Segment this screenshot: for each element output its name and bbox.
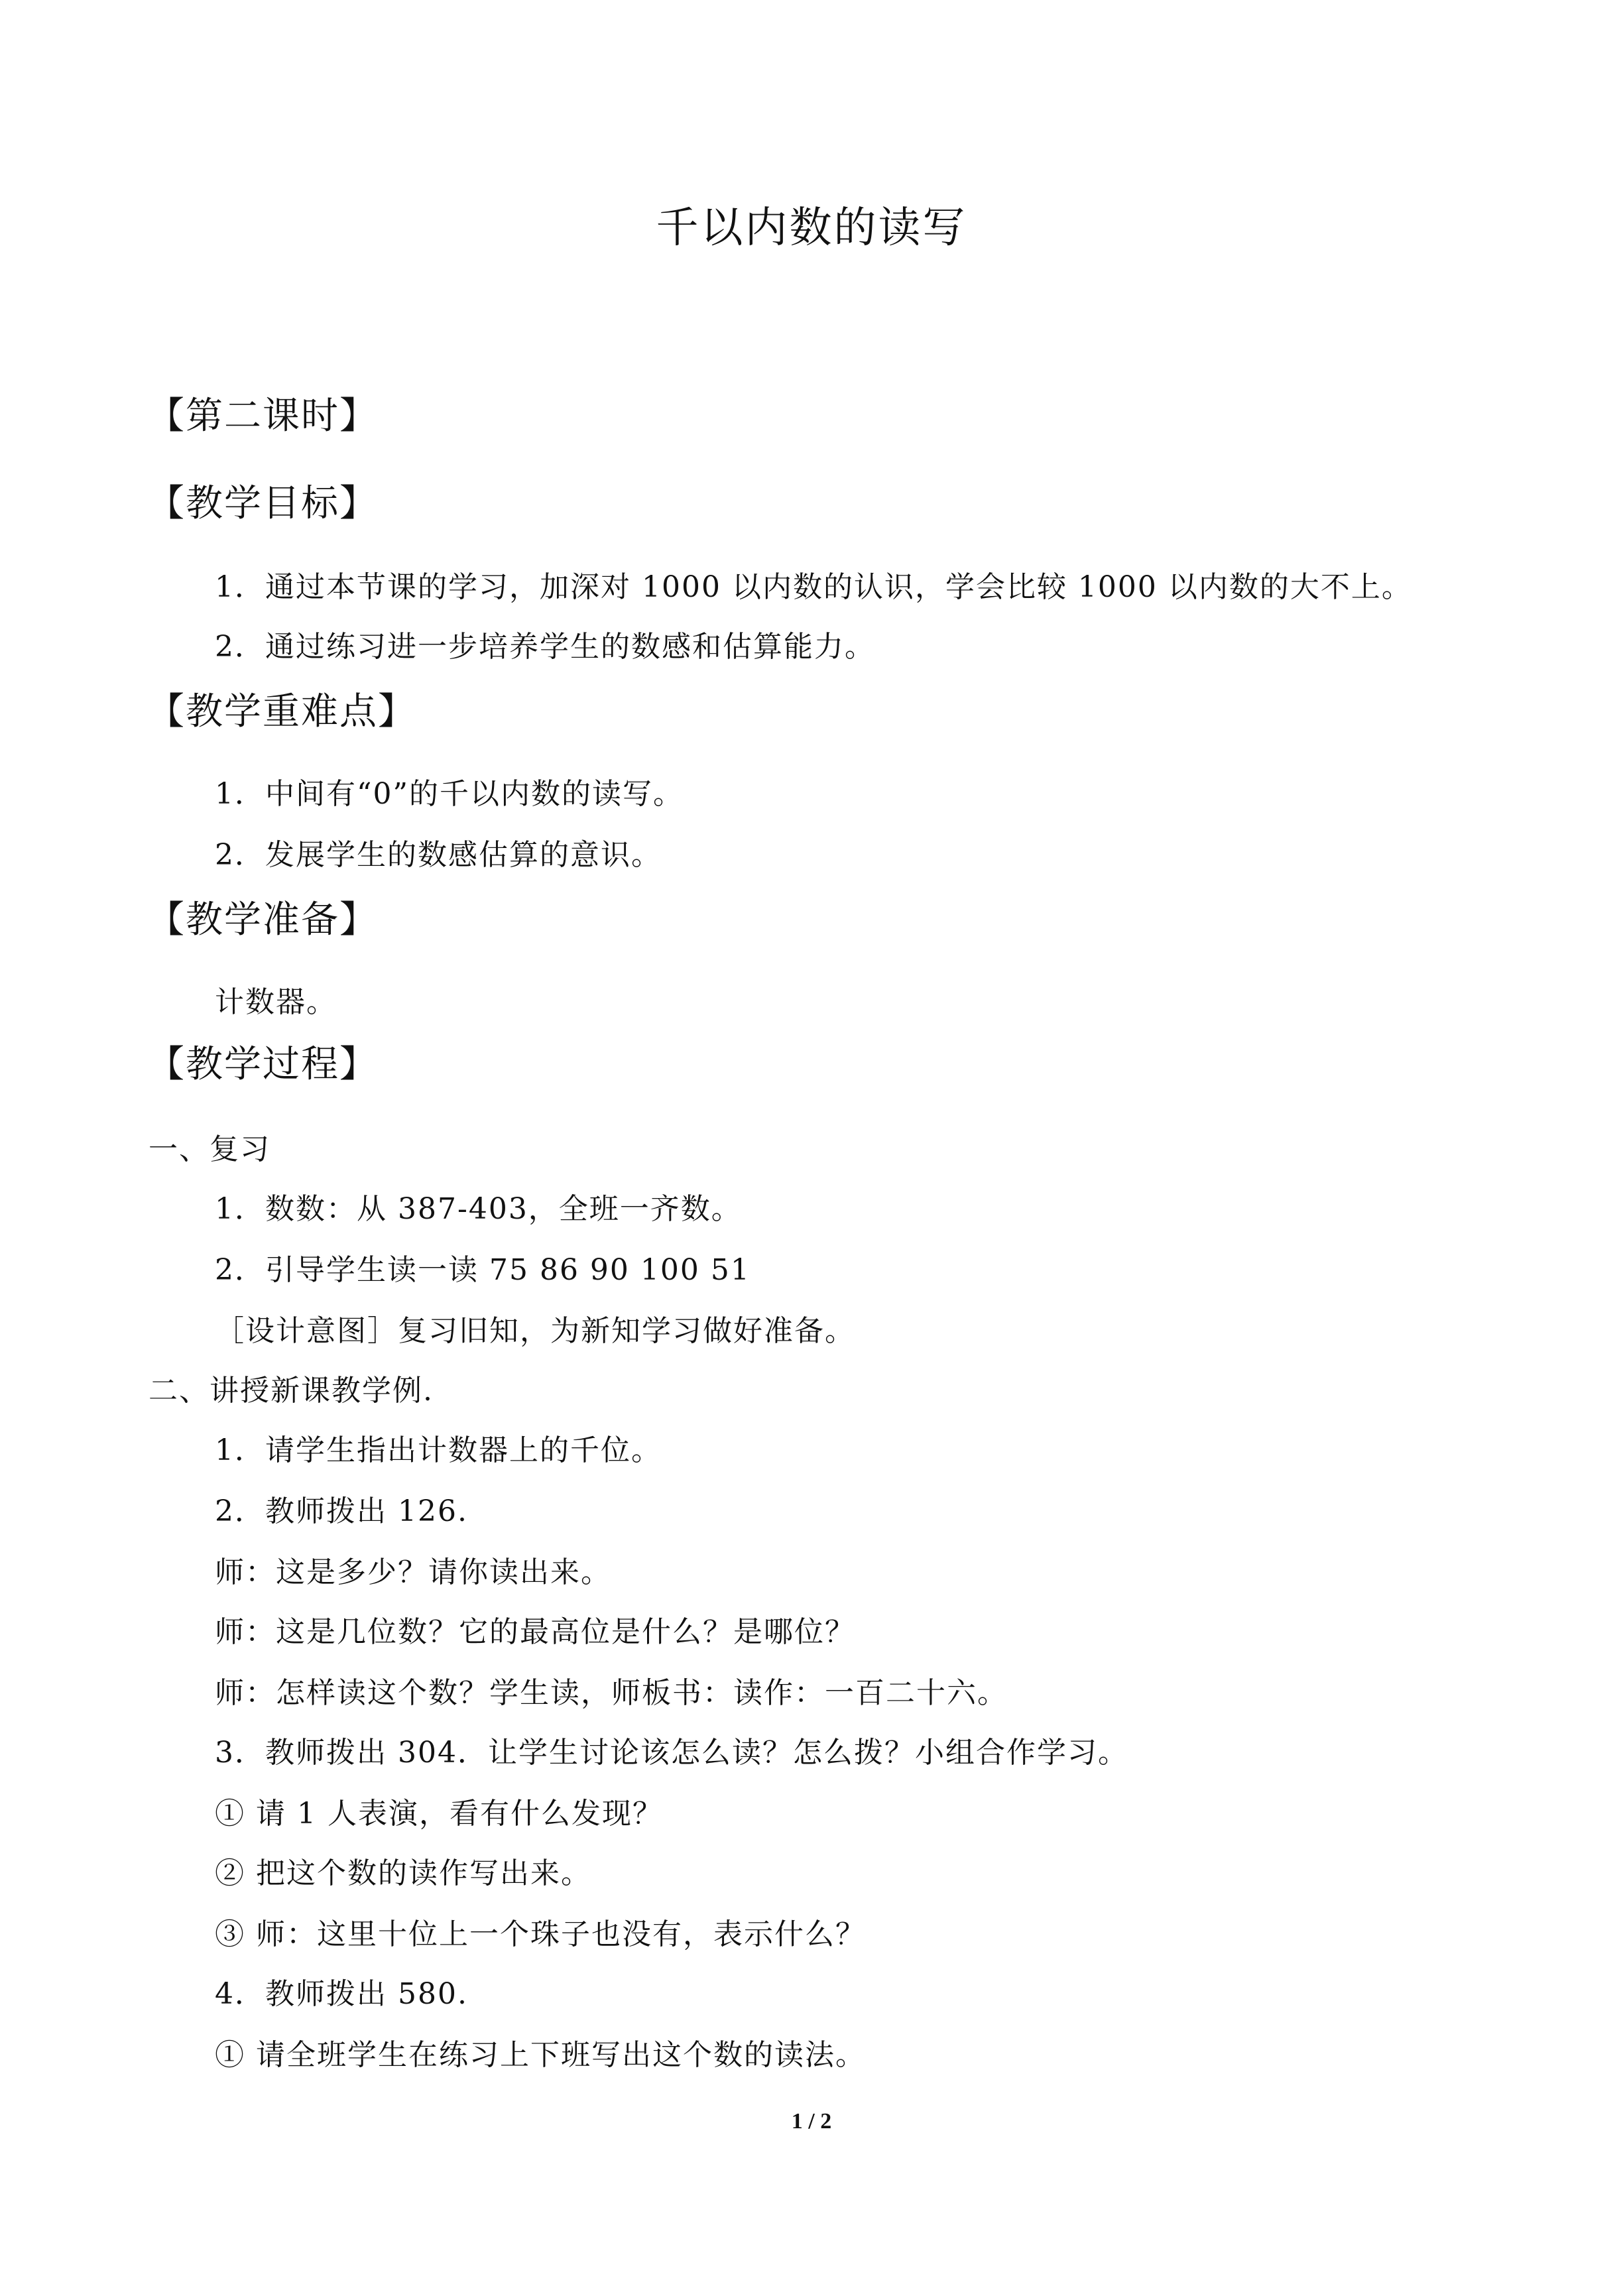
- part-heading: 一、复习: [149, 1132, 270, 1166]
- section-heading-process: 【教学过程】: [147, 1043, 378, 1086]
- process-item: 1．请学生指出计数器上的千位。: [215, 1433, 662, 1467]
- section-heading-keypoints: 【教学重难点】: [147, 690, 416, 733]
- process-item: 2．引导学生读一读 75 86 90 100 51: [215, 1253, 751, 1287]
- process-item: ③ 师：这里十位上一个珠子也没有，表示什么？: [215, 1917, 866, 1951]
- process-item: 4．教师拨出 580.: [215, 1977, 468, 2011]
- part-heading: 二、讲授新课教学例.: [149, 1374, 434, 1408]
- section-heading-objectives: 【教学目标】: [147, 482, 378, 525]
- objective-item: 1．通过本节课的学习，加深对 1000 以内数的认识，学会比较 1000 以内数的大不上。: [215, 570, 1412, 604]
- process-item: ② 把这个数的读作写出来。: [215, 1856, 591, 1890]
- keypoint-item: 1．中间有“0”的千以内数的读写。: [215, 777, 684, 811]
- process-item: 师：这是多少？请你读出来。: [215, 1555, 611, 1589]
- process-item: 师：这是几位数？它的最高位是什么？是哪位？: [215, 1615, 855, 1649]
- section-heading-preparation: 【教学准备】: [147, 898, 378, 941]
- process-item: 师：怎样读这个数？学生读，师板书：读作：一百二十六。: [215, 1676, 1008, 1710]
- process-item: ① 请全班学生在练习上下班写出这个数的读法。: [215, 2038, 866, 2072]
- keypoint-item: 2．发展学生的数感估算的意识。: [215, 838, 662, 872]
- page-title: 千以内数的读写: [656, 204, 967, 253]
- page-number: 1 / 2: [791, 2109, 832, 2134]
- preparation-item: 计数器。: [215, 985, 337, 1019]
- process-item: 2．教师拨出 126.: [215, 1494, 468, 1528]
- process-item: 3．教师拨出 304．让学生讨论该怎么读？怎么拨？小组合作学习。: [215, 1736, 1128, 1770]
- design-intent-note: ［设计意图］复习旧知，为新知学习做好准备。: [215, 1314, 855, 1348]
- section-heading-period: 【第二课时】: [147, 394, 378, 438]
- process-item: ① 请 1 人表演，看有什么发现？: [215, 1797, 663, 1831]
- objective-item: 2．通过练习进一步培养学生的数感和估算能力。: [215, 630, 875, 664]
- process-item: 1．数数：从 387-403，全班一齐数。: [215, 1192, 742, 1226]
